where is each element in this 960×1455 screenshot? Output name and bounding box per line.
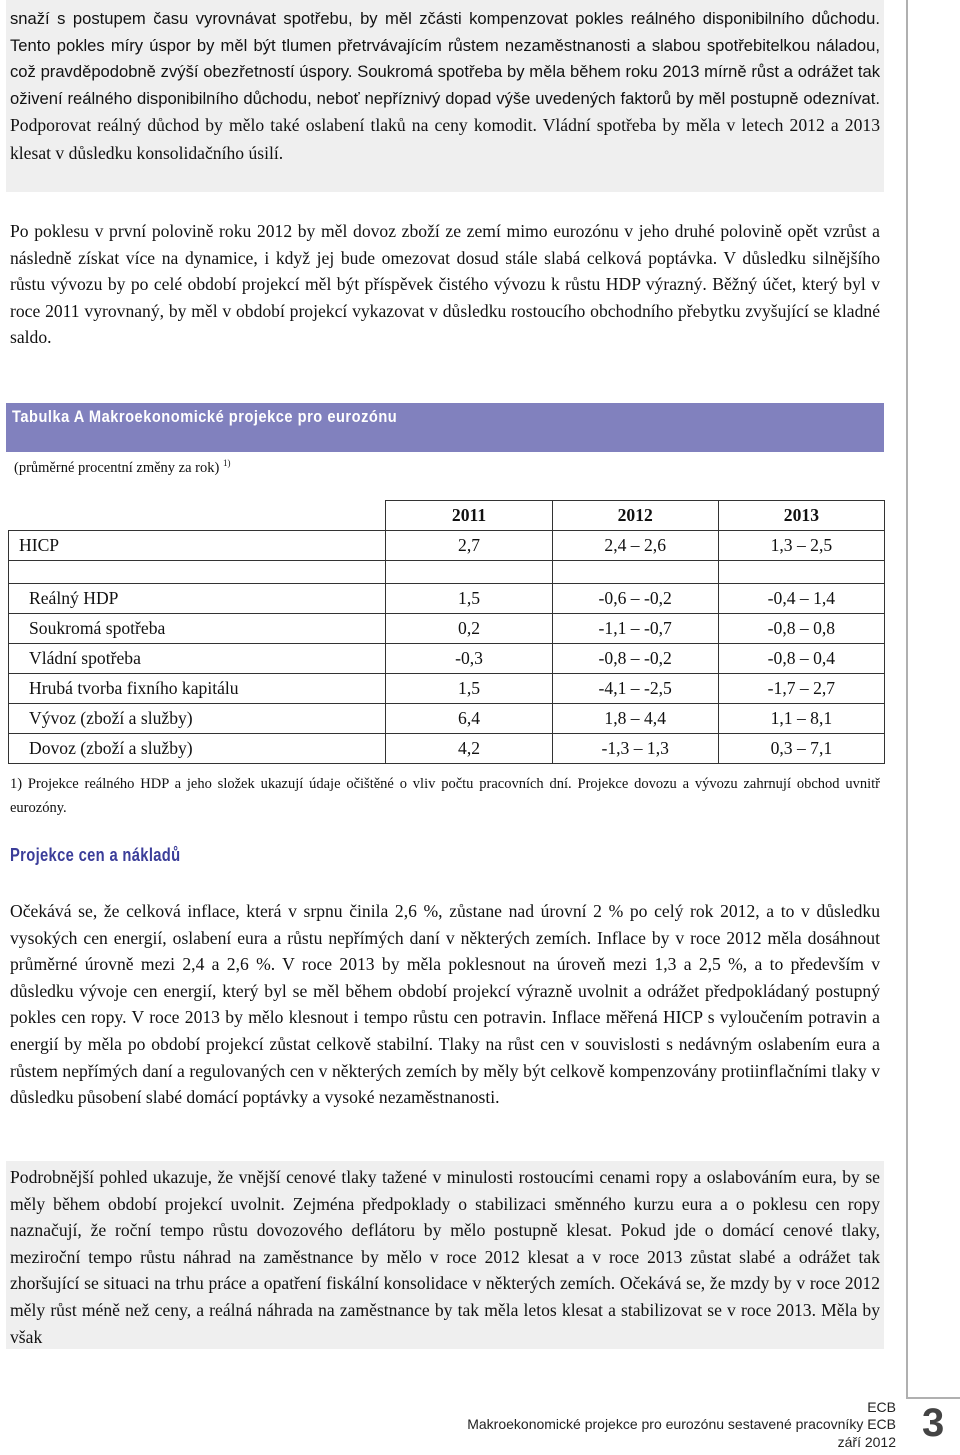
cell-value: 1,8 – 4,4 xyxy=(552,704,718,734)
cell-value: 1,5 xyxy=(386,584,552,614)
table-header-row xyxy=(9,501,885,531)
cell-value: -1,1 – -0,7 xyxy=(552,614,718,644)
table-row xyxy=(9,644,885,674)
row-label: Vládní spotřeba xyxy=(9,644,386,674)
footer-date: září 2012 xyxy=(837,1434,896,1450)
table-row-spacer xyxy=(9,561,885,584)
table-row xyxy=(9,584,885,614)
cell-value: 0,3 – 7,1 xyxy=(718,734,884,764)
row-label: Dovoz (zboží a služby) xyxy=(9,734,386,764)
cell-value: -1,7 – 2,7 xyxy=(718,674,884,704)
table-corner-cell xyxy=(9,501,386,531)
table-row xyxy=(9,674,885,704)
year-2011: 2011 xyxy=(386,501,552,531)
margin-rule-vertical xyxy=(906,0,908,1398)
table-row xyxy=(9,734,885,764)
row-label: Vývoz (zboží a služby) xyxy=(9,704,386,734)
cell-value: -0,8 – 0,4 xyxy=(718,644,884,674)
table-subtitle-sup: 1) xyxy=(222,458,231,468)
projections-table xyxy=(8,500,885,764)
spacer-cell xyxy=(386,561,552,584)
detail-paragraph: Podrobnější pohled ukazuje, že vnější cenové tlaky tažené v minulosti rostoucími cenami ropy a oslabováním eura, by se měly během období projekcí uvolnit. Zejména předpoklady o stabilizaci směnného kurzu eura a o poklesu cen ropy naznačují, že roční tempo růstu dovozového deflátoru by mělo postupně klesat. Pokud jde o domácí cenové tlaky, meziroční tempo růstu náhrad na zaměstnance by mělo v roce 2012 klesat a v roce 2013 zůstat slabé a odrážet tak zhoršující se situaci na trhu práce a opatření fiskální konsolidace v některých zemích. Očekává se, že mzdy by v roce 2012 měly růst méně než ceny, a reálná náhrada na zaměstnance by tak měla letos klesat a stabilizovat se v roce 2013. Měla by však xyxy=(10,1167,880,1347)
cell-value: 2,7 xyxy=(386,531,552,561)
spacer-cell xyxy=(9,561,386,584)
intro-text-3: Podporovat reálný důchod by mělo také oslabení tlaků na ceny komodit. Vládní spotřeba by měla v letech 2012 a 2013 klesat v důsledku konsolidačního úsilí. xyxy=(10,115,880,163)
margin-rule-horizontal xyxy=(906,1397,960,1399)
table-subtitle-text: (průměrné procentní změny za rok) xyxy=(14,459,220,476)
cell-value: 1,3 – 2,5 xyxy=(718,531,884,561)
table-row xyxy=(9,614,885,644)
prices-paragraph: Očekává se, že celková inflace, která v srpnu činila 2,6 %, zůstane nad úrovní 2 % po celý rok 2012, a to v důsledku vysokých cen energií, oslabení eura a růstu nepřímých daní v některých zemích. Inflace by v roce 2012 měla dosáhnout průměrné úrovně mezi 2,4 a 2,6 %. V roce 2013 by měla poklesnout na úroveň mezi 1,3 a 2,5 %, a to především v důsledku vývoje cen energií, který byl se měl během období projekcí výrazně uvolnit a odrážet předpokládaný postupný pokles cen ropy. V roce 2013 by mělo klesnout i tempo růstu cen potravin. Inflace měřená HICP s vyloučením potravin a energií by měla po období projekcí zůstat celkově stabilní. Tlaky na růst cen v souvislosti s nedávným oslabením eura a růstem nepřímých daní a regulovaných cen v některých zemích by měly být celkově kompenzovány protiinflačními tlaky v důsledku působení slabé domácí poptávky a vysoké nezaměstnanosti. xyxy=(10,901,880,1108)
row-label: Reálný HDP xyxy=(9,584,386,614)
intro-paragraph xyxy=(10,6,880,168)
cell-value: -0,8 – -0,2 xyxy=(552,644,718,674)
cell-value: -0,6 – -0,2 xyxy=(552,584,718,614)
table-title: Tabulka A Makroekonomické projekce pro eurozónu xyxy=(12,407,398,426)
page-number: 3 xyxy=(922,1401,945,1445)
footer-org: ECB xyxy=(867,1399,896,1415)
intro-text-2: Soukromá spotřeba by měla během roku 2013 mírně růst a odrážet tak oživení reálného disponibilního důchodu, neboť nepříznivý dopad výše uvedených faktorů by měl postupně odeznívat. xyxy=(10,62,880,108)
cell-value: 2,4 – 2,6 xyxy=(552,531,718,561)
row-label: Hrubá tvorba fixního kapitálu xyxy=(9,674,386,704)
year-2013: 2013 xyxy=(718,501,884,531)
table-footnote: 1) Projekce reálného HDP a jeho složek ukazují údaje očištěné o vliv počtu pracovních dní. Projekce dovozu a vývozu zahrnují obchod uvnitř eurozóny. xyxy=(10,776,880,816)
intro-text-1: snaží s postupem času vyrovnávat spotřebu, by měl zčásti kompenzovat pokles reálného disponibilního důchodu. Tento pokles míry úspor by měl být tlumen přetrvávajícím růstem nezaměstnanosti a slabou spotřebitelkou náladou, což pravděpodobně zvýší obezřetností úspory. xyxy=(10,9,880,82)
cell-value: -1,3 – 1,3 xyxy=(552,734,718,764)
cell-value: 4,2 xyxy=(386,734,552,764)
cell-value: 1,1 – 8,1 xyxy=(718,704,884,734)
row-label: HICP xyxy=(9,531,386,561)
cell-value: 1,5 xyxy=(386,674,552,704)
cell-value: -0,4 – 1,4 xyxy=(718,584,884,614)
table-subtitle xyxy=(14,458,230,477)
row-label: Soukromá spotřeba xyxy=(9,614,386,644)
cell-value: -0,3 xyxy=(386,644,552,674)
section-title: Projekce cen a nákladů xyxy=(10,845,181,865)
import-paragraph: Po poklesu v první polovině roku 2012 by měl dovoz zboží ze zemí mimo eurozónu v jeho druhé polovině opět vzrůst a následně získat více na dynamice, i když jej bude omezovat dosud stále slabá celková poptávka. V důsledku silnějšího růstu vývozu by po celé období projekcí měl být příspěvek čistého vývozu k růstu HDP výrazný. Běžný účet, který byl v roce 2011 vyrovnaný, by měl v období projekcí vykazovat v důsledku rostoucího obchodního přebytku zvyšující se kladné saldo. xyxy=(10,221,880,348)
cell-value: 6,4 xyxy=(386,704,552,734)
cell-value: 0,2 xyxy=(386,614,552,644)
cell-value: -0,8 – 0,8 xyxy=(718,614,884,644)
table-title-bar xyxy=(6,403,884,452)
spacer-cell xyxy=(552,561,718,584)
table-row-hicp xyxy=(9,531,885,561)
spacer-cell xyxy=(718,561,884,584)
year-2012: 2012 xyxy=(552,501,718,531)
cell-value: -4,1 – -2,5 xyxy=(552,674,718,704)
footer-title: Makroekonomické projekce pro eurozónu sestavené pracovníky ECB xyxy=(467,1416,896,1432)
table-row xyxy=(9,704,885,734)
